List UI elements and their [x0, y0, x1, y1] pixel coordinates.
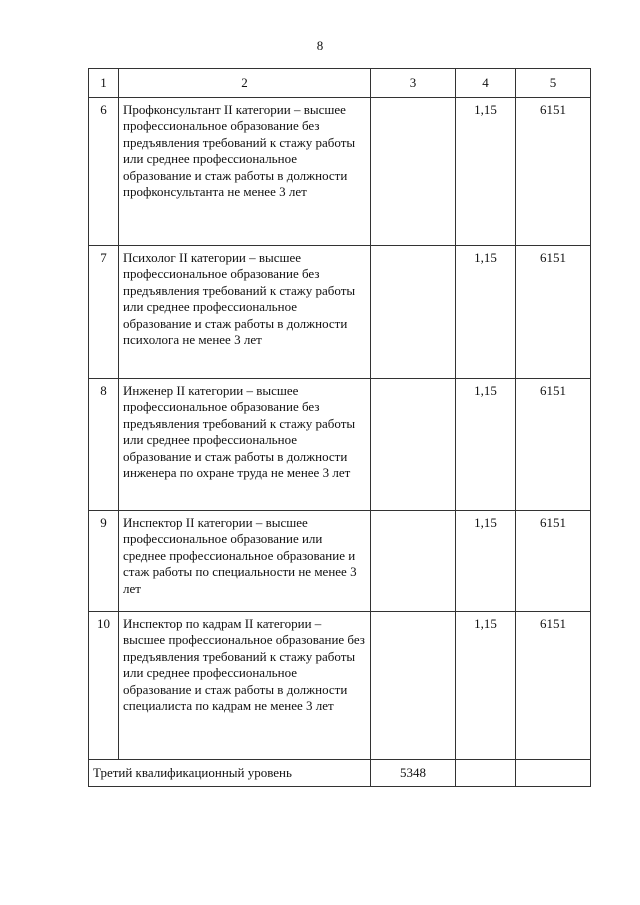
- position-description: Психолог II категории – высшее профессиональное образование без предъявления требований к стажу работы или среднее профессиональное образование и стаж работы в должности психолога не менее 3 лет: [119, 246, 371, 379]
- row-number: 10: [89, 612, 119, 760]
- header-cell-4: 4: [456, 69, 516, 98]
- qualification-level-row: [89, 760, 591, 787]
- header-cell-1: 1: [89, 69, 119, 98]
- position-description: Инженер II категории – высшее профессиональное образование без предъявления требований к стажу работы или среднее профессиональное образование и стаж работы в должности инженера по охране труда не менее 3 лет: [119, 379, 371, 511]
- table-row: [89, 511, 591, 612]
- level-salary-cell: [516, 760, 591, 787]
- row-number: 7: [89, 246, 119, 379]
- page-number: 8: [316, 38, 324, 53]
- row-number: 8: [89, 379, 119, 511]
- coefficient-cell: 1,15: [456, 612, 516, 760]
- level-coefficient-cell: [456, 760, 516, 787]
- salary-cell: 6151: [516, 379, 591, 511]
- salary-cell: 6151: [516, 612, 591, 760]
- header-cell-5: 5: [516, 69, 591, 98]
- table-row: [89, 98, 591, 246]
- salary-cell: 6151: [516, 246, 591, 379]
- table-header-row: [89, 69, 591, 98]
- coefficient-cell: 1,15: [456, 379, 516, 511]
- salary-cell: 6151: [516, 98, 591, 246]
- base-salary-cell: [371, 511, 456, 612]
- table-row: [89, 379, 591, 511]
- base-salary-cell: [371, 612, 456, 760]
- base-salary-cell: [371, 246, 456, 379]
- salary-table: [88, 68, 591, 787]
- header-cell-2: 2: [119, 69, 371, 98]
- position-description: Инспектор по кадрам II категории – высшее профессиональное образование без предъявления требований к стажу работы или среднее профессиональное образование и стаж работы в должности специалиста по кадрам не менее 3 лет: [119, 612, 371, 760]
- row-number: 6: [89, 98, 119, 246]
- coefficient-cell: 1,15: [456, 246, 516, 379]
- level-base-salary: 5348: [371, 760, 456, 787]
- coefficient-cell: 1,15: [456, 511, 516, 612]
- table-row: [89, 246, 591, 379]
- position-description: Профконсультант II категории – высшее профессиональное образование без предъявления требований к стажу работы или среднее профессиональное образование и стаж работы в должности профконсультанта не менее 3 лет: [119, 98, 371, 246]
- position-description: Инспектор II категории – высшее профессиональное образование или среднее профессиональное образование и стаж работы по специальности не менее 3 лет: [119, 511, 371, 612]
- qualification-level-label: Третий квалификационный уровень: [89, 760, 371, 787]
- base-salary-cell: [371, 98, 456, 246]
- base-salary-cell: [371, 379, 456, 511]
- salary-cell: 6151: [516, 511, 591, 612]
- header-cell-3: 3: [371, 69, 456, 98]
- table-row: [89, 612, 591, 760]
- row-number: 9: [89, 511, 119, 612]
- coefficient-cell: 1,15: [456, 98, 516, 246]
